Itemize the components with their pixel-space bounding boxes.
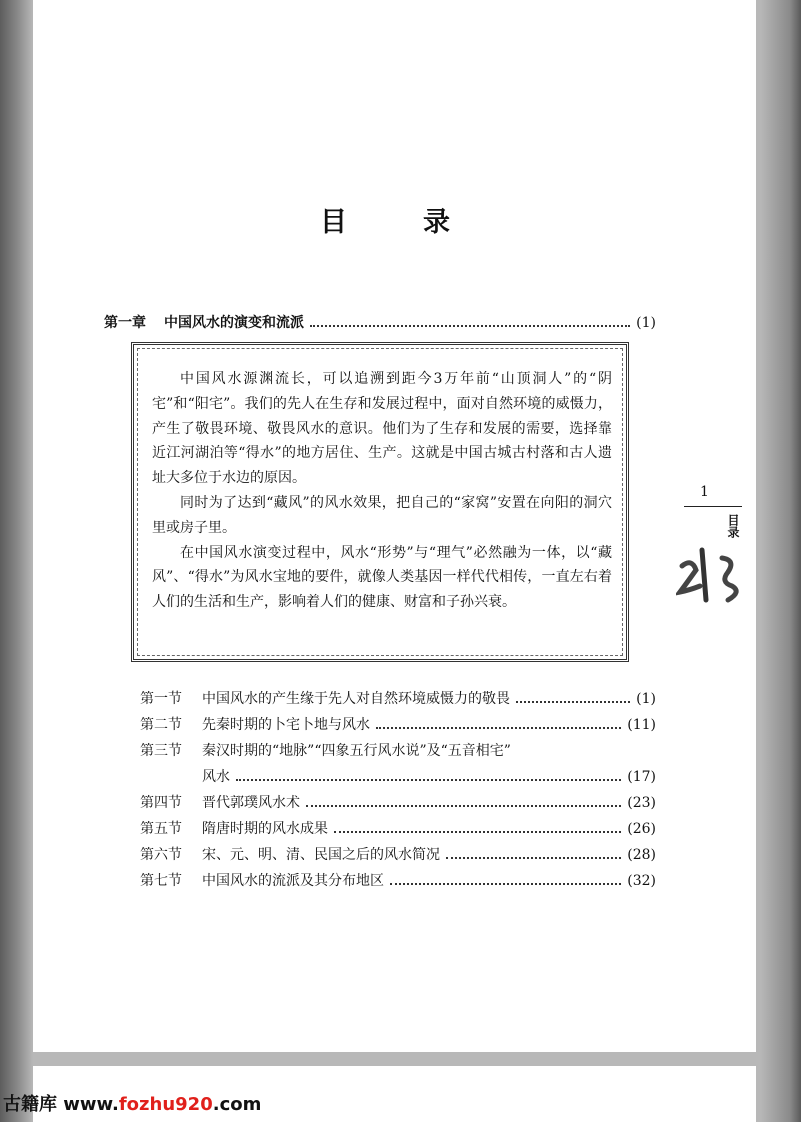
dot-leader: [310, 325, 630, 327]
section-page-number: (26): [627, 821, 656, 837]
section-title: 宋、元、明、清、民国之后的风水简况: [202, 847, 440, 863]
section-title: 晋代郭璞风水术: [202, 795, 300, 811]
toc-entry: [140, 740, 656, 766]
section-list: [140, 688, 656, 896]
section-page-number: (1): [636, 691, 656, 707]
dot-leader: [516, 701, 630, 703]
sidebar-divider: [684, 506, 742, 507]
section-label: 第三节: [140, 743, 182, 759]
section-page-number: (17): [627, 769, 656, 785]
section-label: 第六节: [140, 847, 182, 863]
chapter-page-number: (1): [636, 315, 656, 331]
section-title: 中国风水的产生缘于先人对自然环境威慑力的敬畏: [202, 691, 510, 707]
section-label: 第五节: [140, 821, 182, 837]
dot-leader: [376, 727, 621, 729]
dot-leader: [236, 779, 621, 781]
toc-entry: [140, 792, 656, 818]
summary-text: [152, 367, 612, 615]
watermark-suffix: .com: [212, 1094, 262, 1115]
section-page-number: (11): [627, 717, 656, 733]
watermark-brand-a: fozhu: [118, 1094, 176, 1115]
section-page-number: (32): [627, 873, 656, 889]
page-number: 1: [700, 484, 709, 500]
section-title-continued: 风水: [202, 769, 230, 785]
site-watermark: [3, 1090, 261, 1116]
toc-entry: [140, 688, 656, 714]
watermark-brand-b: 920: [175, 1094, 213, 1115]
section-title: 隋唐时期的风水成果: [202, 821, 328, 837]
toc-entry: [140, 870, 656, 896]
toc-entry-continuation: [140, 766, 656, 792]
brush-stroke-ornament: [676, 540, 746, 614]
chapter-entry: [104, 312, 656, 332]
chapter-label: 第一章: [104, 315, 146, 331]
dot-leader: [306, 805, 621, 807]
toc-entry: [140, 844, 656, 870]
chapter-summary-box: [131, 342, 629, 662]
section-label: 第一节: [140, 691, 182, 707]
title-char-2: 录: [423, 207, 450, 238]
section-title: 中国风水的流派及其分布地区: [202, 873, 384, 889]
summary-paragraph: 同时为了达到“藏风”的风水效果，把自己的“家窝”安置在向阳的洞穴里或房子里。: [152, 494, 612, 536]
page-title: [320, 200, 450, 239]
section-label: 第四节: [140, 795, 182, 811]
section-title: 秦汉时期的“地脉”“四象五行风水说”及“五音相宅”: [202, 743, 511, 759]
sidebar-label: 目录: [726, 514, 740, 538]
toc-entry: [140, 714, 656, 740]
toc-entry: [140, 818, 656, 844]
summary-paragraph: 中国风水源渊流长，可以追溯到距今3万年前“山顶洞人”的“阴宅”和“阳宅”。我们的先人在生存和发展过程中，面对自然环境的威慑力，产生了敬畏环境、敬畏风水的意识。他们为了生存和发展的需要，选择靠近江河湖泊等“得水”的地方居住、生产。这就是中国古城古村落和古人遗址大多位于水边的原因。: [152, 371, 612, 487]
section-page-number: (28): [627, 847, 656, 863]
chapter-title: 中国风水的演变和流派: [164, 315, 304, 331]
summary-paragraph: 在中国风水演变过程中，风水“形势”与“理气”必然融为一体，以“藏风”、“得水”为风水宝地的要件，就像人类基因一样代代相传，一直左右着人们的生活和生产，影响着人们的健康、财富和子孙兴衰。: [152, 544, 612, 611]
section-page-number: (23): [627, 795, 656, 811]
dot-leader: [390, 883, 621, 885]
section-label: 第二节: [140, 717, 182, 733]
section-label: 第七节: [140, 873, 182, 889]
watermark-prefix: 古籍库 www.: [3, 1094, 119, 1115]
dot-leader: [446, 857, 621, 859]
dot-leader: [334, 831, 621, 833]
section-title: 先秦时期的卜宅卜地与风水: [202, 717, 370, 733]
title-char-1: 目: [320, 207, 347, 238]
